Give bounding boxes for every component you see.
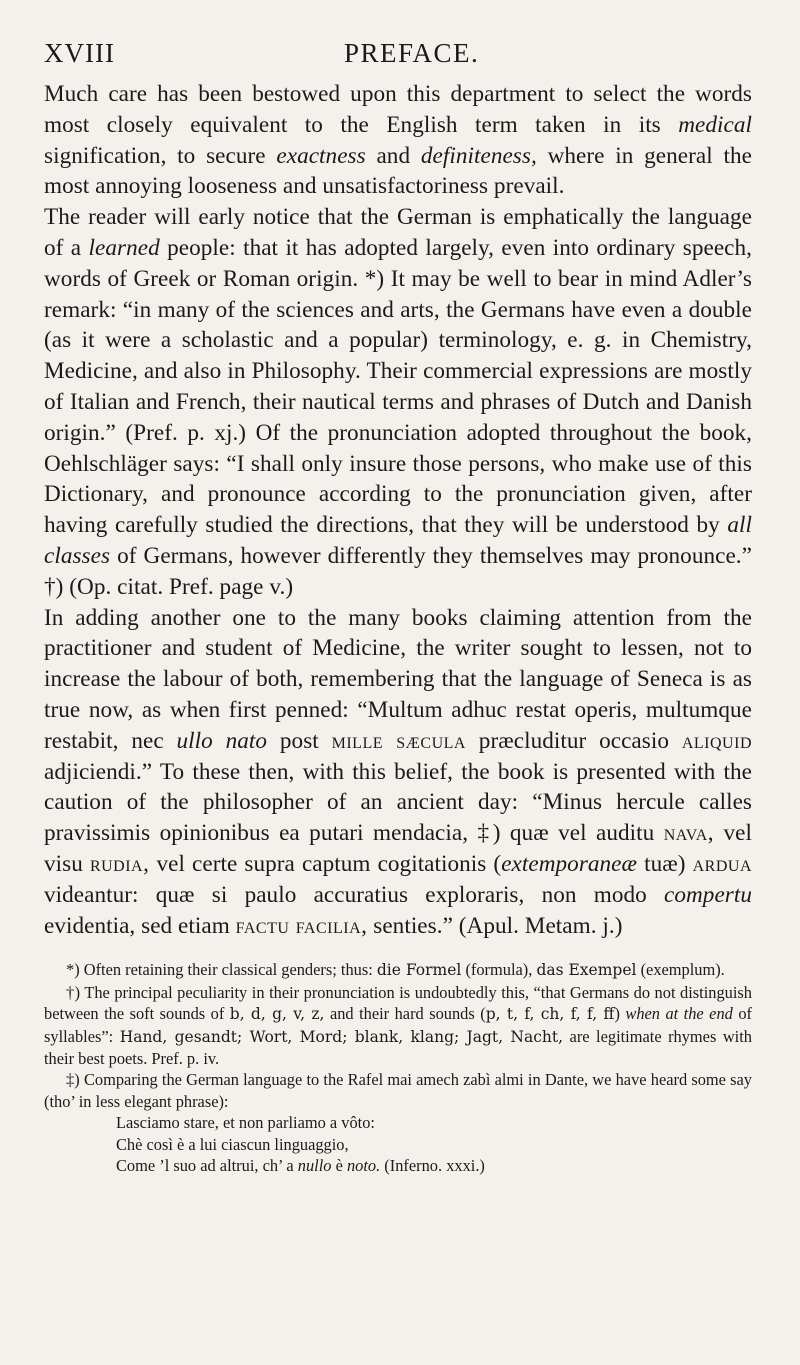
page-title: PREFACE. [344,38,480,68]
main-text [44,79,752,941]
paragraph-seneca-apuleius: In adding another one to the many books claiming attention from the practitioner and student of Medicine, the writer sought to lessen, not to increase the labour of both, remembering that the language of Seneca is as true now, as when first penned: “Multum adhuc restat operis, multumque restabit, nec ullo nato post mille sæcula præcluditur occasio aliquid adjiciendi.” To these then, with this belief, the book is presented with the caution of the philosopher of an ancient day: “Minus hercule calles pravissimis opinionibus ea putari mendacia, ‡) quæ vel auditu nava, vel visu rudia, vel certe supra captum cogitationis (extemporaneæ tuæ) ardua videantur: quæ si paulo accuratius exploraris, non modo compertu evidentia, sed etiam factu facilia, senties.” (Apul. Metam. j.) [44,604,753,939]
paragraph-medical-terms: Much care has been bestowed upon this department to select the words most closely equivalent to the English term taken in its medical signification, to secure exactness and definiteness, where in general the most annoying looseness and unsatisfactoriness prevail. [44,81,752,200]
running-head [44,38,752,69]
verse-line-1: Lasciamo stare, et non parliamo a vôto: [116,1113,375,1133]
paragraph-learned-language: The reader will early notice that the German is emphatically the language of a learned people: that it has adopted largely, even into ordinary speech, words of Greek or Roman origin. *) It may be well to bear in mind Adler’s remark: “in many of the sciences and arts, the Germans have even a double (as it were a scholastic and a popular) terminology, e. g. in Chemistry, Medicine, and also in Philosophy. Their commercial expressions are mostly of Italian and French, their nautical terms and phrases of Dutch and Danish origin.” (Pref. p. xj.) Of the pronunciation adopted throughout the book, Oehlschläger says: “I shall only insure those persons, who make use of this Dictionary, and pronounce according to the pronunciation given, after having carefully studied the directions, that they will be understood by all classes of Germans, however differently they themselves may pronounce.” †) (Op. citat. Pref. page v.) [44,204,752,600]
footnotes [44,959,752,1176]
page-number: XVIII [44,38,115,68]
footnote-separator [44,941,752,959]
verse-line-3: Come ’l suo ad altrui, ch’ a nullo è noto. (Inferno. xxxi.) [116,1155,485,1175]
verse-line-2: Chè così è a lui ciascun linguaggio, [116,1134,349,1154]
footnote-dante: ‡) Comparing the German language to the Rafel mai amech zabì almi in Dante, we have heard some say (tho’ in less elegant phrase): [44,1070,752,1111]
footnote-genders: *) Often retaining their classical genders; thus: die Formel (formula), das Exempel (exemplum). [66,960,725,980]
footnote-pronunciation: †) The principal peculiarity in their pronunciation is undoubtedly this, “that Germans do not distinguish between the soft sounds of b, d, g, v, z, and their hard sounds (p, t, f, ch, f, f, ff) when at the end of syllables”: Hand, gesandt; Wort, Mord; blank, klang; Jagt, Nacht, are legitimate rhymes with their best poets. Pref. p. iv. [44,982,752,1068]
